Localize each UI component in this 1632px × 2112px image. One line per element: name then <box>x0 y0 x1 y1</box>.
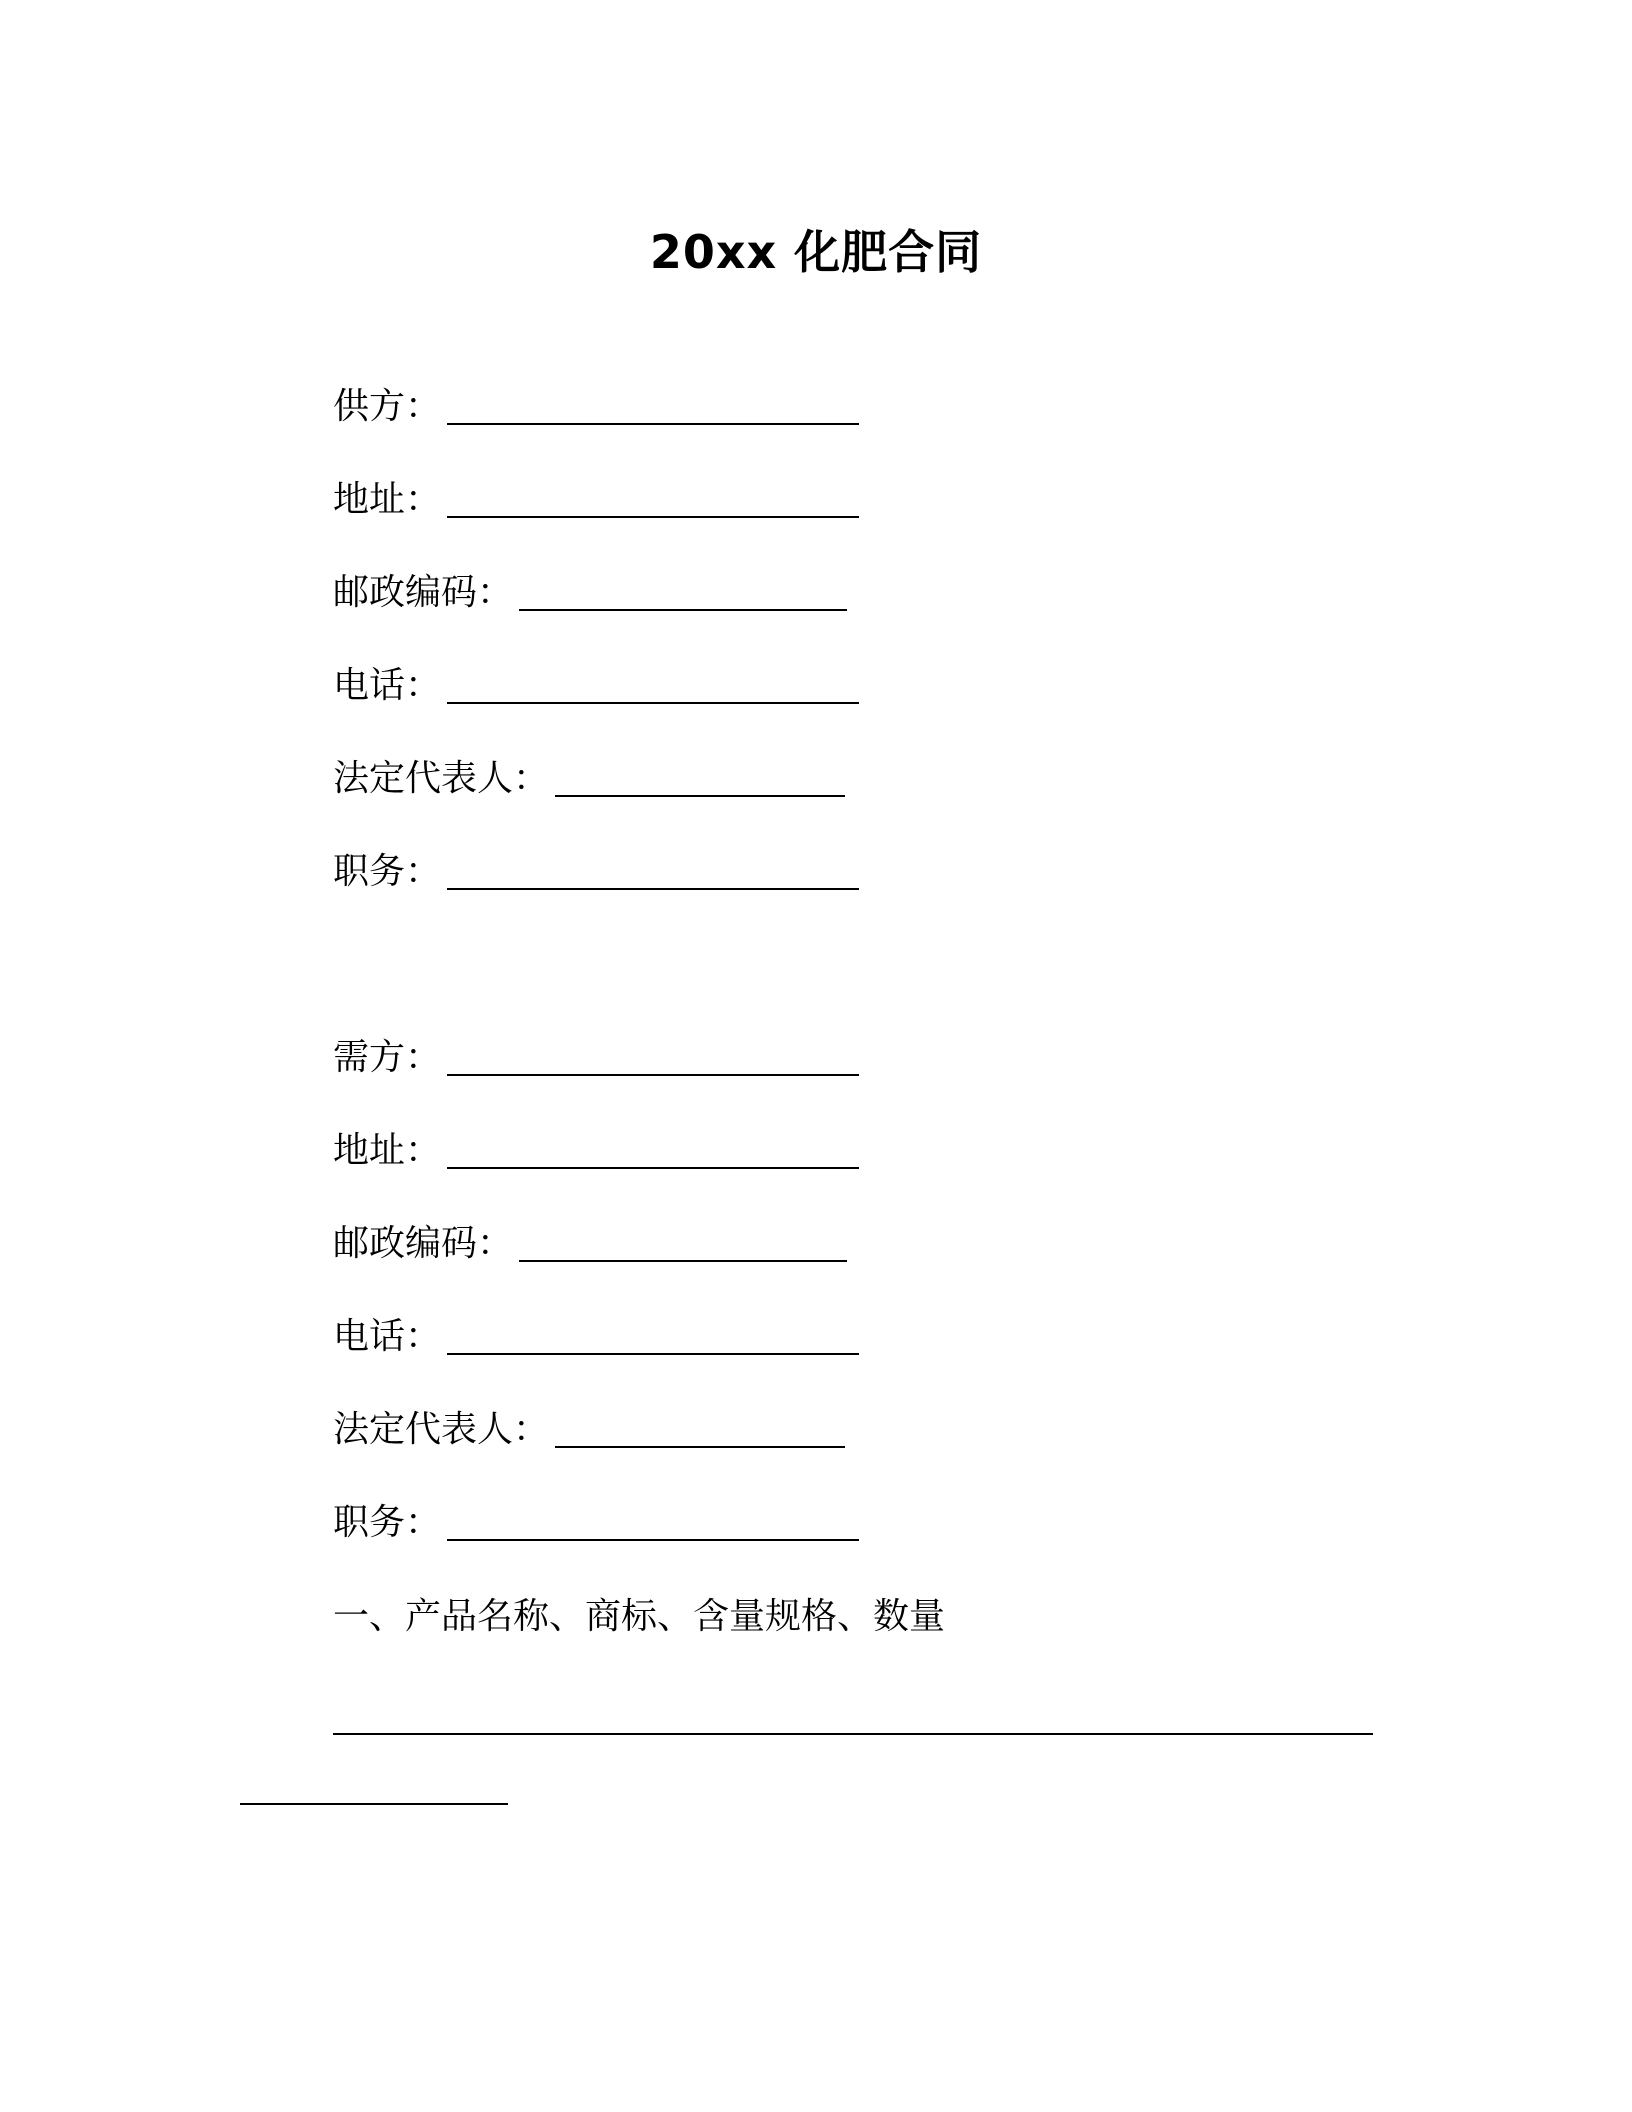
field-colon: ： <box>405 851 442 892</box>
product-details-blank-line-2[interactable] <box>240 1803 508 1805</box>
field-label: 职务 <box>333 851 406 892</box>
field-colon: ： <box>405 479 442 520</box>
field-label: 法定代表人 <box>333 758 514 799</box>
buyer-phone-blank[interactable] <box>447 1353 859 1355</box>
field-label: 邮政编码 <box>333 572 478 613</box>
buyer-address-blank[interactable] <box>447 1167 859 1169</box>
buyer-name-field <box>333 1033 859 1083</box>
supplier-name-blank[interactable] <box>447 423 859 425</box>
buyer-position-blank[interactable] <box>447 1539 859 1541</box>
buyer-name-blank[interactable] <box>447 1074 859 1076</box>
field-colon: ： <box>405 1037 442 1078</box>
field-label: 地址 <box>333 479 406 520</box>
supplier-address-field <box>333 475 859 525</box>
field-label: 法定代表人 <box>333 1409 514 1450</box>
supplier-position-field <box>333 847 859 897</box>
field-colon: ： <box>405 1502 442 1543</box>
field-label: 电话 <box>333 1316 406 1357</box>
field-colon: ： <box>405 1316 442 1357</box>
field-label: 地址 <box>333 1130 406 1171</box>
supplier-legal-rep-blank[interactable] <box>555 795 845 797</box>
supplier-address-blank[interactable] <box>447 516 859 518</box>
supplier-postcode-blank[interactable] <box>519 609 847 611</box>
field-colon: ： <box>405 386 442 427</box>
buyer-phone-field <box>333 1312 859 1362</box>
document-title: 20xx 化肥合同 <box>649 225 983 279</box>
supplier-postcode-field <box>333 568 847 618</box>
field-colon: ： <box>477 572 514 613</box>
field-label: 邮政编码 <box>333 1223 478 1264</box>
product-details-blank-line-1[interactable] <box>333 1733 1373 1735</box>
field-label: 供方 <box>333 386 406 427</box>
supplier-name-field <box>333 382 859 432</box>
supplier-legal-rep-field <box>333 754 845 804</box>
buyer-legal-rep-blank[interactable] <box>555 1446 845 1448</box>
field-colon: ： <box>513 1409 550 1450</box>
field-colon: ： <box>405 1130 442 1171</box>
field-label: 需方 <box>333 1037 406 1078</box>
field-colon: ： <box>405 665 442 706</box>
supplier-phone-field <box>333 661 859 711</box>
supplier-position-blank[interactable] <box>447 888 859 890</box>
buyer-address-field <box>333 1126 859 1176</box>
section-1-heading: 一、产品名称、商标、含量规格、数量 <box>333 1596 946 1637</box>
supplier-phone-blank[interactable] <box>447 702 859 704</box>
field-colon: ： <box>477 1223 514 1264</box>
buyer-postcode-blank[interactable] <box>519 1260 847 1262</box>
field-colon: ： <box>513 758 550 799</box>
buyer-postcode-field <box>333 1219 847 1269</box>
buyer-position-field <box>333 1498 859 1548</box>
field-label: 职务 <box>333 1502 406 1543</box>
buyer-legal-rep-field <box>333 1405 845 1455</box>
field-label: 电话 <box>333 665 406 706</box>
